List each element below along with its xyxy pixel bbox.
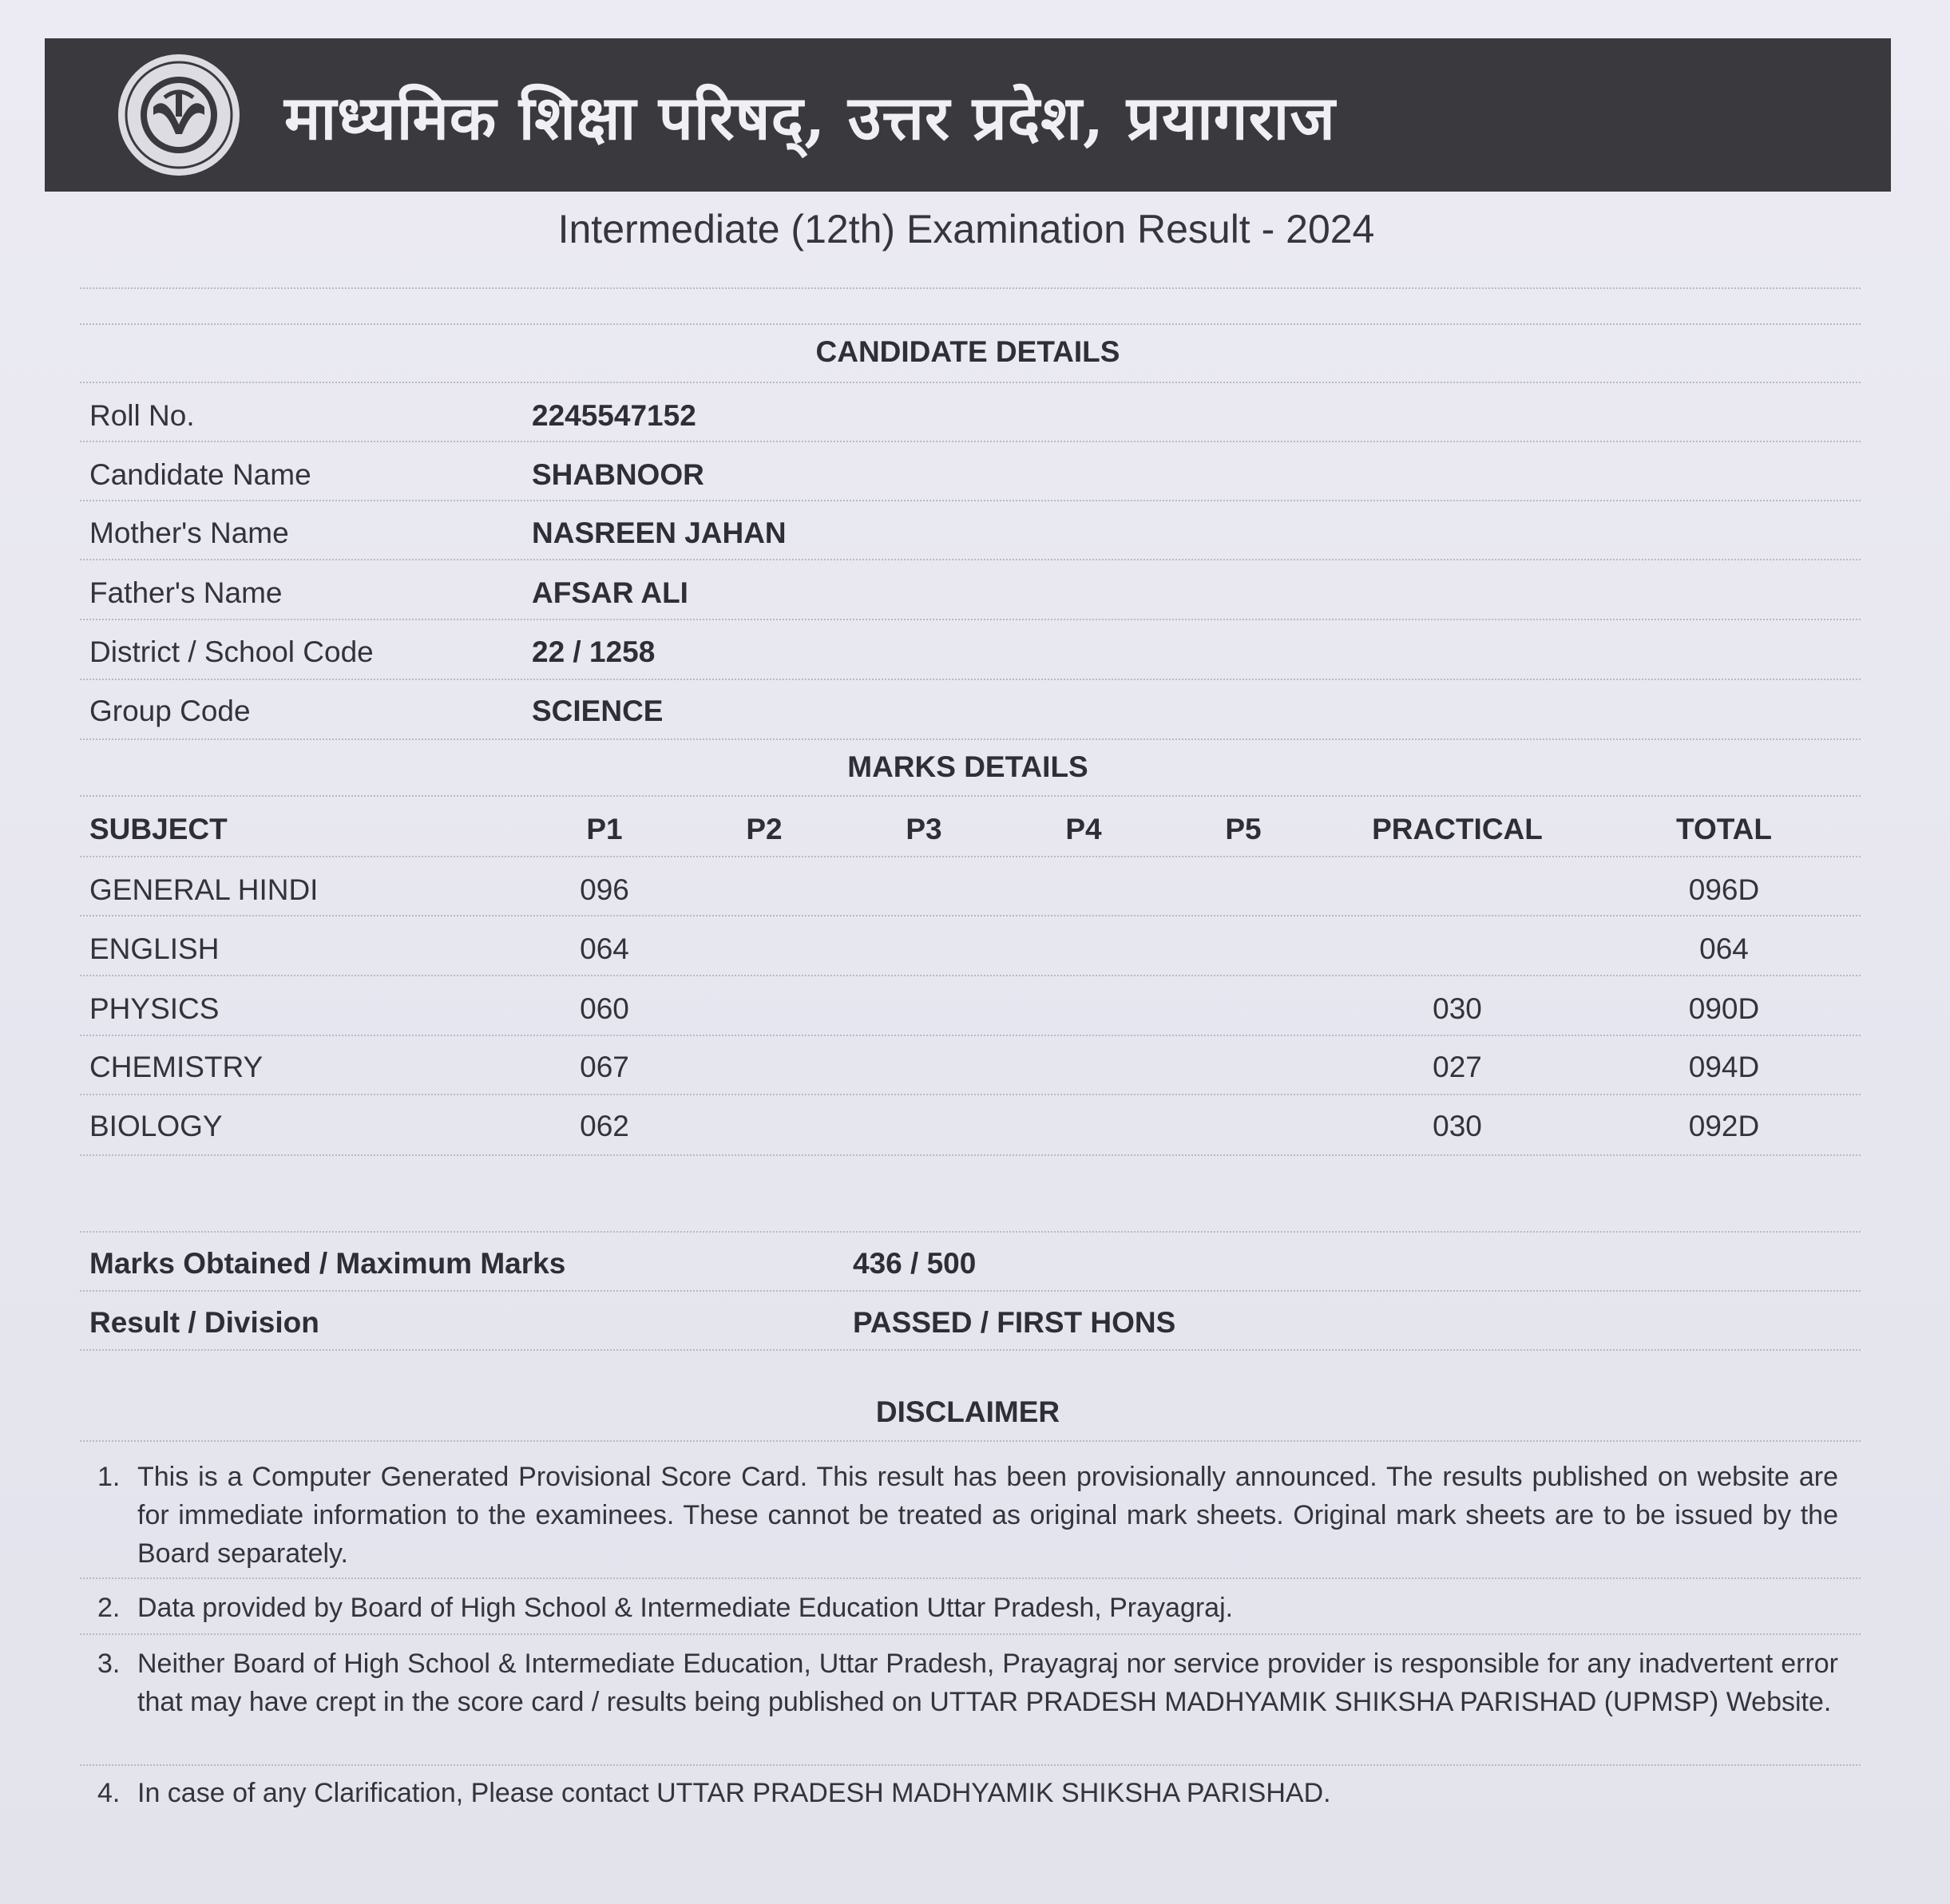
row-p1: 064 — [580, 932, 629, 965]
divider — [80, 1577, 1861, 1579]
col-subject: SUBJECT — [89, 813, 228, 845]
row-practical: 030 — [1433, 992, 1482, 1025]
col-p2: P2 — [746, 813, 783, 845]
col-p5: P5 — [1225, 813, 1262, 845]
disclaimer-item — [97, 1645, 1838, 1721]
disclaimer-heading: DISCLAIMER — [875, 1395, 1060, 1428]
divider — [80, 738, 1861, 740]
divider — [80, 1290, 1861, 1292]
divider — [80, 975, 1861, 976]
divider — [80, 1094, 1861, 1095]
divider — [80, 1633, 1861, 1635]
school-code-value: 22 / 1258 — [532, 635, 656, 668]
row-subject: BIOLOGY — [89, 1110, 223, 1142]
divider — [80, 1349, 1861, 1351]
disclaimer-item — [97, 1774, 1838, 1812]
disclaimer-text: In case of any Clarification, Please contact UTTAR PRADESH MADHYAMIK SHIKSHA PARISHAD. — [137, 1778, 1331, 1808]
row-p1: 062 — [580, 1110, 629, 1142]
row-p1: 067 — [580, 1051, 629, 1083]
divider — [80, 1231, 1861, 1233]
row-total: 090D — [1688, 992, 1760, 1025]
col-p3: P3 — [906, 813, 942, 845]
roll-no-value: 2245547152 — [532, 399, 696, 432]
row-practical: 030 — [1433, 1110, 1482, 1142]
candidate-name-label: Candidate Name — [89, 458, 311, 491]
col-total: TOTAL — [1676, 813, 1772, 845]
result-division-value: PASSED / FIRST HONS — [853, 1306, 1176, 1339]
disclaimer-item — [97, 1458, 1838, 1573]
divider — [80, 382, 1861, 383]
row-practical: 027 — [1433, 1051, 1482, 1083]
header-bar — [45, 38, 1891, 192]
divider — [80, 795, 1861, 797]
row-total: 064 — [1699, 932, 1749, 965]
divider — [80, 559, 1861, 560]
row-subject: PHYSICS — [89, 992, 220, 1025]
divider — [80, 287, 1861, 289]
row-subject: CHEMISTRY — [89, 1051, 264, 1083]
divider — [80, 679, 1861, 680]
row-p1: 096 — [580, 873, 629, 906]
divider — [80, 1154, 1861, 1156]
col-p4: P4 — [1065, 813, 1102, 845]
divider — [80, 1035, 1861, 1036]
col-practical: PRACTICAL — [1372, 813, 1543, 845]
board-title-hindi: माध्यमिक शिक्षा परिषद्, उत्तर प्रदेश, प्रयागराज — [284, 81, 1336, 153]
divider — [80, 856, 1861, 857]
row-total: 094D — [1688, 1051, 1760, 1083]
row-subject: GENERAL HINDI — [89, 873, 319, 906]
divider — [80, 500, 1861, 501]
document-title: Intermediate (12th) Examination Result - 2024 — [557, 207, 1375, 251]
divider — [80, 441, 1861, 442]
candidate-name-value: SHABNOOR — [532, 458, 704, 491]
school-code-label: District / School Code — [89, 635, 374, 668]
disclaimer-number: 1. — [97, 1462, 121, 1492]
row-total: 092D — [1688, 1110, 1760, 1142]
marks-obtained-value: 436 / 500 — [853, 1247, 977, 1280]
disclaimer-number: 4. — [97, 1778, 121, 1808]
disclaimer-text: Data provided by Board of High School & Intermediate Education Uttar Pradesh, Prayagraj. — [137, 1593, 1234, 1623]
divider — [80, 915, 1861, 916]
group-code-label: Group Code — [89, 695, 251, 727]
group-code-value: SCIENCE — [532, 695, 664, 727]
mother-name-label: Mother's Name — [89, 517, 289, 549]
marks-details-heading: MARKS DETAILS — [847, 750, 1088, 783]
disclaimer-number: 3. — [97, 1649, 121, 1679]
father-name-label: Father's Name — [89, 576, 283, 609]
disclaimer-item — [97, 1589, 1838, 1627]
divider — [80, 1440, 1861, 1442]
mother-name-value: NASREEN JAHAN — [532, 517, 787, 549]
col-p1: P1 — [586, 813, 623, 845]
candidate-details-heading: CANDIDATE DETAILS — [815, 335, 1120, 368]
marks-obtained-label: Marks Obtained / Maximum Marks — [89, 1247, 566, 1280]
row-p1: 060 — [580, 992, 629, 1025]
father-name-value: AFSAR ALI — [532, 576, 688, 609]
roll-no-label: Roll No. — [89, 399, 195, 432]
upmsp-seal-icon — [115, 51, 243, 179]
divider — [80, 619, 1861, 620]
disclaimer-text: This is a Computer Generated Provisional Score Card. This result has been provisionally announced. The results published on website are for immediate information to the examinees. These cannot be treated as original mark sheets. Original mark sheets are to be issued by the Board separately. — [137, 1462, 1838, 1569]
disclaimer-number: 2. — [97, 1593, 121, 1623]
disclaimer-text: Neither Board of High School & Intermediate Education, Uttar Pradesh, Prayagraj nor service provider is responsible for any inadvertent error that may have crept in the score card / results being published on UTTAR PRADESH MADHYAMIK SHIKSHA PARISHAD (UPMSP) Website. — [137, 1649, 1838, 1717]
divider — [80, 1764, 1861, 1766]
result-division-label: Result / Division — [89, 1306, 319, 1339]
row-subject: ENGLISH — [89, 932, 220, 965]
divider — [80, 323, 1861, 325]
row-total: 096D — [1688, 873, 1760, 906]
